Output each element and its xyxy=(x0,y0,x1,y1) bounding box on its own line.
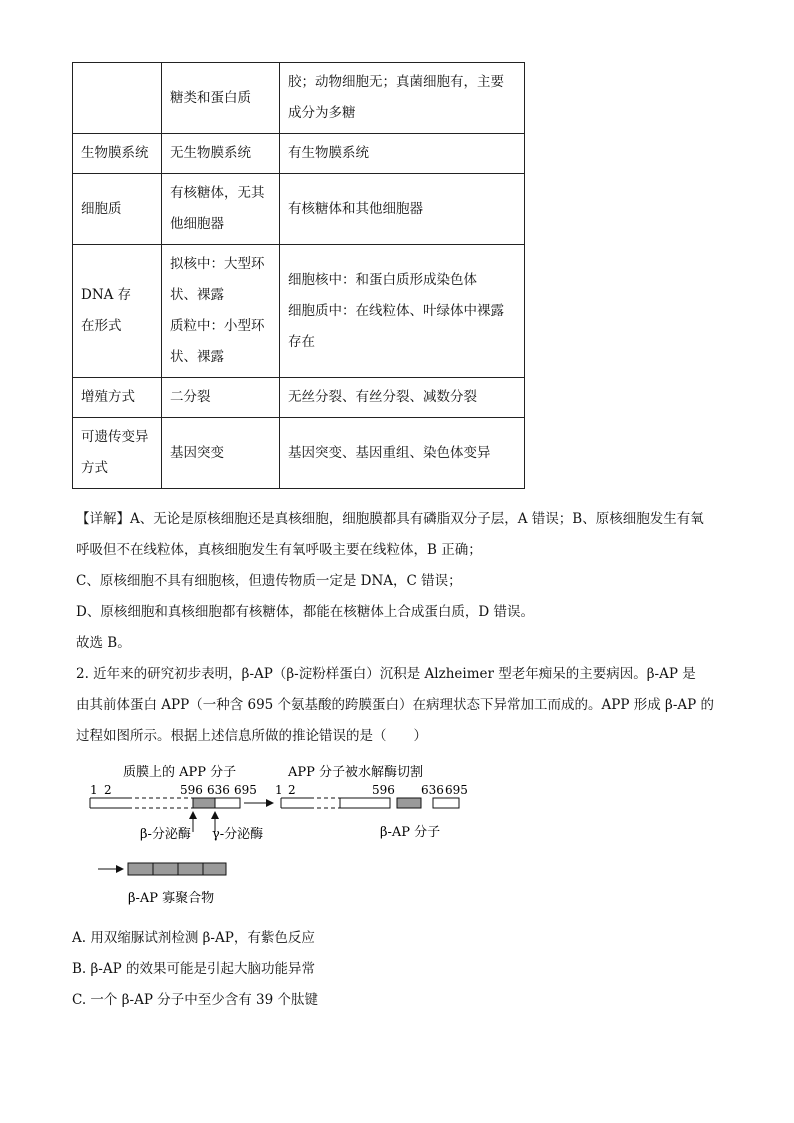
oligomer-label: β-AP 寡聚合物 xyxy=(128,891,215,906)
table-cell xyxy=(73,63,162,134)
app-cleavage-diagram xyxy=(88,762,488,912)
cell-line: 胶；动物细胞无；真菌细胞有，主要 xyxy=(288,74,504,90)
residue-label: 695 xyxy=(445,783,468,797)
gamma-enzyme-label: γ-分泌酶 xyxy=(212,827,264,842)
beta-enzyme-label: β-分泌酶 xyxy=(140,827,191,842)
cell-line: DNA 存 xyxy=(81,287,132,303)
question-line: 2. 近年来的研究初步表明，β-AP（β-淀粉样蛋白）沉积是 Alzheimer 型老年痴呆的主要病因。β-AP 是 xyxy=(76,666,696,682)
table-cell xyxy=(162,245,280,378)
residue-label: 2 xyxy=(104,783,112,797)
table-cell xyxy=(73,174,162,245)
explanation-line: 【详解】A、无论是原核细胞还是真核细胞，细胞膜都具有磷脂双分子层，A 错误；B、原核细胞发生有氧 xyxy=(76,511,704,527)
explanation-line: 呼吸但不在线粒体，真核细胞发生有氧呼吸主要在线粒体，B 正确； xyxy=(76,542,482,558)
residue-label: 596 xyxy=(372,783,395,797)
question-line: 由其前体蛋白 APP（一种含 695 个氨基酸的跨膜蛋白）在病理状态下异常加工而成的。APP 形成 β-AP 的 xyxy=(76,697,715,713)
cell-line: 细胞核中：和蛋白质形成染色体 xyxy=(288,271,477,288)
option-b: B. β-AP 的效果可能是引起大脑功能异常 xyxy=(72,961,315,977)
table-cell xyxy=(73,134,162,174)
comparison-table xyxy=(72,62,525,489)
cell-line: 拟核中：大型环 xyxy=(170,256,265,272)
cell-line: 基因突变 xyxy=(170,444,224,461)
table-cell xyxy=(280,174,525,245)
table-cell xyxy=(280,134,525,174)
table-row xyxy=(73,378,525,418)
cell-line: 他细胞器 xyxy=(170,216,224,232)
explanation-line: C、原核细胞不具有细胞核，但遗传物质一定是 DNA，C 错误； xyxy=(76,573,462,589)
table-row xyxy=(73,134,525,174)
app-molecule xyxy=(90,798,240,808)
option-c: C. 一个 β-AP 分子中至少含有 39 个肽键 xyxy=(72,992,318,1008)
table-cell xyxy=(162,418,280,489)
table-row xyxy=(73,174,525,245)
cell-line: 质粒中：小型环 xyxy=(170,318,265,334)
left-title: 质膜上的 APP 分子 xyxy=(123,765,237,780)
cell-line: 成分为多糖 xyxy=(288,105,356,121)
residue-label: 2 xyxy=(288,783,296,797)
cell-line: 有核糖体，无其 xyxy=(170,185,265,201)
table-cell xyxy=(280,378,525,418)
question-line: 过程如图所示。根据上述信息所做的推论错误的是（ ） xyxy=(76,728,427,744)
cell-line: 二分裂 xyxy=(170,389,211,405)
explanation-line: 故选 B。 xyxy=(76,635,131,651)
table-cell xyxy=(162,134,280,174)
table-cell xyxy=(73,378,162,418)
beta-ap-oligomer xyxy=(128,863,226,875)
residue-label: 596 xyxy=(180,783,203,797)
cell-line: 增殖方式 xyxy=(81,389,135,405)
table-cell xyxy=(162,174,280,245)
cell-line: 有核糖体和其他细胞器 xyxy=(288,200,423,217)
table-row xyxy=(73,418,525,489)
cell-line: 有生物膜系统 xyxy=(288,145,369,161)
residue-label: 636 xyxy=(207,783,230,797)
cell-line: 无丝分裂、有丝分裂、减数分裂 xyxy=(288,389,477,405)
cell-line: 存在 xyxy=(288,333,315,350)
cell-line: 状、裸露 xyxy=(170,349,224,365)
table-cell xyxy=(280,63,525,134)
residue-label: 695 xyxy=(234,783,257,797)
cell-line: 在形式 xyxy=(81,318,122,334)
table-cell xyxy=(280,418,525,489)
cell-line: 无生物膜系统 xyxy=(170,145,251,161)
table-cell xyxy=(162,378,280,418)
cell-line: 基因突变、基因重组、染色体变异 xyxy=(288,444,491,461)
table-row xyxy=(73,245,525,378)
residue-label: 1 xyxy=(90,783,98,797)
option-a: A. 用双缩脲试剂检测 β-AP，有紫色反应 xyxy=(72,930,315,946)
cell-line: 糖类和蛋白质 xyxy=(170,89,251,106)
right-title: APP 分子被水解酶切割 xyxy=(288,765,424,780)
table-cell xyxy=(73,245,162,378)
table-row xyxy=(73,63,525,134)
cell-line: 可遗传变异 xyxy=(81,429,149,445)
cell-line: 细胞质 xyxy=(81,200,122,217)
cell-line: 细胞质中：在线粒体、叶绿体中裸露 xyxy=(288,302,504,319)
residue-label: 1 xyxy=(275,783,283,797)
cleaved-fragments xyxy=(281,798,459,808)
table-cell xyxy=(162,63,280,134)
cell-line: 方式 xyxy=(81,460,108,476)
residue-label: 636 xyxy=(421,783,444,797)
explanation-line: D、原核细胞和真核细胞都有核糖体，都能在核糖体上合成蛋白质，D 错误。 xyxy=(76,604,534,620)
table-cell xyxy=(73,418,162,489)
cell-line: 生物膜系统 xyxy=(81,145,149,161)
table-cell xyxy=(280,245,525,378)
cell-line: 状、裸露 xyxy=(170,287,224,303)
beta-ap-label: β-AP 分子 xyxy=(380,825,441,840)
